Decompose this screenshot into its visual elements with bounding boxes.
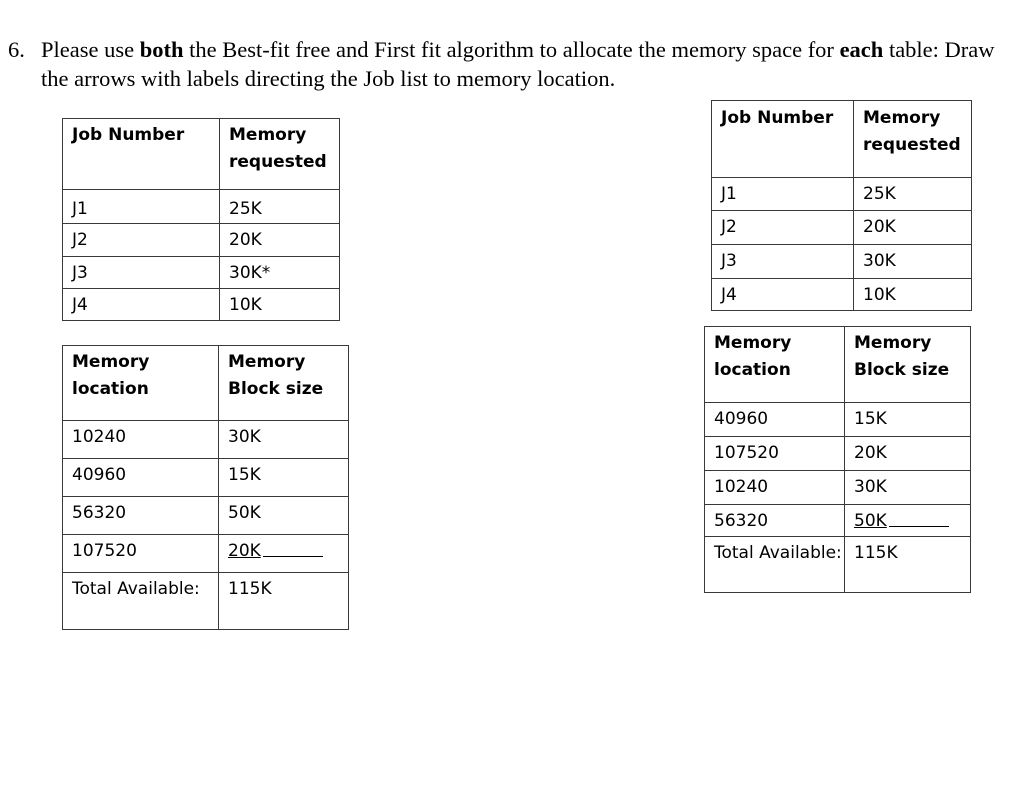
memory-requested-cell: 30K* (220, 257, 340, 289)
underline-rule (263, 538, 323, 557)
memory-requested-cell: 25K (854, 178, 972, 211)
block-size-cell: 50K (219, 497, 349, 535)
job-number-header: Job Number (712, 101, 854, 178)
memory-requested-cell: 30K (854, 245, 972, 279)
total-available-label: Total Available: (63, 573, 219, 630)
block-size-cell: 20K (845, 437, 971, 471)
memory-location-cell: 107520 (63, 535, 219, 573)
job-cell: J1 (63, 190, 220, 224)
memory-table-left (62, 345, 349, 630)
memory-requested-header: Memory requested (220, 119, 340, 190)
memory-location-cell: 40960 (705, 403, 845, 437)
memory-requested-cell: 10K (854, 279, 972, 311)
total-available-value: 115K (845, 537, 971, 593)
memory-requested-cell: 25K (220, 190, 340, 224)
memory-location-cell: 40960 (63, 459, 219, 497)
memory-block-size-header: Memory Block size (219, 346, 349, 421)
job-cell: J4 (63, 289, 220, 321)
memory-requested-cell: 20K (220, 224, 340, 257)
emphasis-both: both (139, 37, 184, 62)
memory-location-cell: 10240 (63, 421, 219, 459)
job-table-left (62, 118, 340, 321)
memory-requested-cell: 20K (854, 211, 972, 245)
job-number-header: Job Number (63, 119, 220, 190)
memory-location-cell: 56320 (705, 505, 845, 537)
memory-location-header: Memory location (63, 346, 219, 421)
job-cell: J3 (63, 257, 220, 289)
block-size-cell: 15K (845, 403, 971, 437)
memory-table-right (704, 326, 971, 593)
memory-requested-header: Memory requested (854, 101, 972, 178)
total-available-value: 115K (219, 573, 349, 630)
job-cell: J1 (712, 178, 854, 211)
job-table-right (711, 100, 972, 311)
emphasis-each: each (839, 37, 884, 62)
memory-location-cell: 10240 (705, 471, 845, 505)
memory-block-size-header: Memory Block size (845, 327, 971, 403)
memory-location-cell: 107520 (705, 437, 845, 471)
job-cell: J2 (63, 224, 220, 257)
block-size-cell: 20K (219, 535, 349, 573)
job-cell: J4 (712, 279, 854, 311)
block-size-cell: 30K (845, 471, 971, 505)
memory-location-header: Memory location (705, 327, 845, 403)
question-number: 6. (8, 37, 25, 62)
job-cell: J2 (712, 211, 854, 245)
block-size-cell: 30K (219, 421, 349, 459)
total-available-label: Total Available: (705, 537, 845, 593)
block-size-cell: 15K (219, 459, 349, 497)
memory-location-cell: 56320 (63, 497, 219, 535)
question-text (8, 35, 1013, 93)
memory-requested-cell: 10K (220, 289, 340, 321)
block-size-cell: 50K (845, 505, 971, 537)
job-cell: J3 (712, 245, 854, 279)
question-body: Please use both the Best-fit free and First fit algorithm to allocate the memory space for each table: Draw the arrows with labels directing the Job list to memory location. (41, 37, 995, 91)
underline-rule (889, 508, 949, 527)
